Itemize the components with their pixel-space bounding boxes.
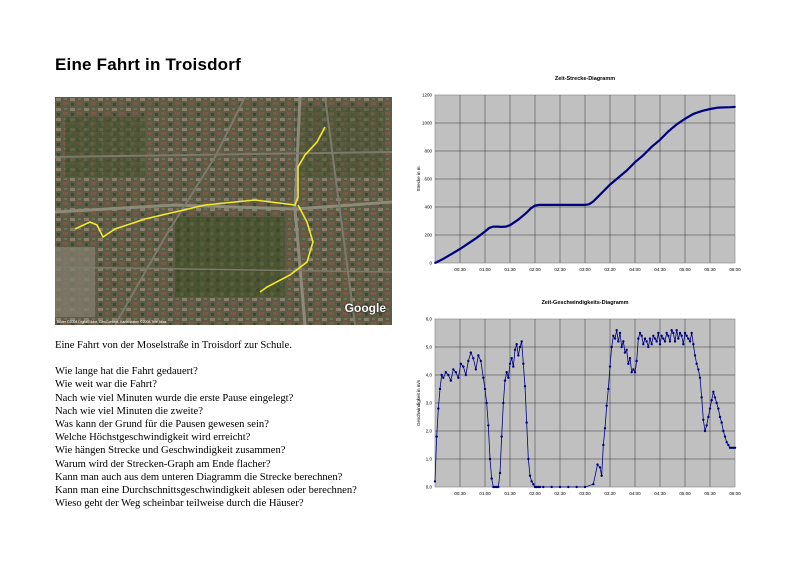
data-point: [605, 405, 607, 407]
data-point: [662, 337, 664, 339]
data-point: [514, 349, 516, 351]
data-point: [524, 385, 526, 387]
y-tick-label: 600: [424, 176, 432, 182]
y-tick-label: 1,0: [425, 456, 432, 462]
data-point: [520, 340, 522, 342]
data-point: [685, 335, 687, 337]
data-point: [575, 486, 577, 488]
data-point: [630, 371, 632, 373]
data-point: [462, 365, 464, 367]
chart-title: Zeit-Strecke-Diagramm: [554, 76, 616, 82]
x-tick-label: 05:00: [679, 267, 691, 272]
data-point: [437, 407, 439, 409]
data-point: [588, 203, 590, 205]
question-list: [55, 365, 400, 510]
speed-chart: [415, 294, 745, 504]
data-point: [640, 335, 642, 337]
data-point: [504, 379, 506, 381]
question-item: Kann man auch aus dem unteren Diagramm die Strecke berechnen?: [55, 471, 343, 483]
data-point: [517, 354, 519, 356]
data-point: [434, 262, 436, 264]
x-tick-label: 03:30: [604, 267, 616, 272]
data-point: [527, 458, 529, 460]
data-point: [676, 124, 678, 126]
x-tick-label: 04:30: [654, 491, 666, 496]
data-point: [697, 368, 699, 370]
worksheet-text: [55, 339, 400, 510]
data-point: [649, 337, 651, 339]
data-point: [509, 363, 511, 365]
data-point: [497, 486, 499, 488]
data-point: [455, 371, 457, 373]
data-point: [538, 204, 540, 206]
question-item: Nach wie viel Minuten die zweite?: [55, 405, 203, 417]
data-point: [451, 253, 453, 255]
data-point: [610, 346, 612, 348]
data-point: [472, 357, 474, 359]
data-point: [501, 226, 503, 228]
question-item: Welche Höchstgeschwindigkeit wird erreicht?: [55, 432, 251, 444]
data-point: [730, 106, 732, 108]
data-point: [500, 435, 502, 437]
chart-title: Zeit-Geschwindigkeits-Diagramm: [541, 300, 629, 306]
data-point: [710, 399, 712, 401]
data-point: [576, 204, 578, 206]
map-image: [55, 97, 392, 325]
satellite-map: [55, 97, 392, 325]
data-point: [722, 430, 724, 432]
data-point: [692, 343, 694, 345]
distance-chart-svg: [415, 70, 745, 280]
y-axis-label: Geschwindigkeit in m/s: [416, 379, 421, 427]
data-point: [619, 332, 621, 334]
data-point: [699, 377, 701, 379]
data-point: [700, 396, 702, 398]
speed-chart-svg: [415, 294, 745, 504]
data-point: [505, 371, 507, 373]
data-point: [551, 204, 553, 206]
x-tick-label: 04:00: [629, 491, 641, 496]
data-point: [720, 421, 722, 423]
data-point: [559, 204, 561, 206]
y-tick-label: 0,0: [425, 484, 432, 490]
data-point: [614, 337, 616, 339]
data-point: [522, 363, 524, 365]
data-point: [651, 146, 653, 148]
y-tick-label: 200: [424, 232, 432, 238]
data-point: [609, 365, 611, 367]
data-point: [634, 161, 636, 163]
data-point: [655, 340, 657, 342]
data-point: [505, 226, 507, 228]
data-point: [477, 354, 479, 356]
data-point: [604, 427, 606, 429]
data-point: [475, 368, 477, 370]
data-point: [434, 480, 436, 482]
distance-chart: [415, 70, 745, 280]
data-point: [629, 357, 631, 359]
data-point: [715, 402, 717, 404]
data-point: [689, 340, 691, 342]
data-point: [489, 458, 491, 460]
data-point: [719, 416, 721, 418]
data-point: [654, 337, 656, 339]
data-point: [665, 332, 667, 334]
data-point: [499, 472, 501, 474]
data-point: [725, 441, 727, 443]
page-title: Eine Fahrt in Troisdorf: [55, 55, 241, 74]
data-point: [632, 368, 634, 370]
x-tick-label: 04:30: [654, 267, 666, 272]
data-point: [626, 170, 628, 172]
data-point: [724, 435, 726, 437]
data-point: [445, 371, 447, 373]
data-point: [465, 374, 467, 376]
y-tick-label: 1200: [421, 92, 432, 98]
data-point: [684, 332, 686, 334]
data-point: [705, 424, 707, 426]
data-point: [647, 346, 649, 348]
data-point: [692, 113, 694, 115]
data-point: [542, 486, 544, 488]
y-tick-label: 1000: [421, 120, 432, 126]
data-point: [492, 226, 494, 228]
x-tick-label: 05:30: [704, 491, 716, 496]
data-point: [642, 343, 644, 345]
data-point: [567, 204, 569, 206]
data-point: [659, 139, 661, 141]
data-point: [657, 332, 659, 334]
data-point: [601, 192, 603, 194]
data-point: [459, 248, 461, 250]
data-point: [529, 475, 531, 477]
data-point: [470, 351, 472, 353]
data-point: [584, 204, 586, 206]
data-point: [701, 110, 703, 112]
x-tick-label: 01:00: [479, 267, 491, 272]
data-point: [694, 354, 696, 356]
question-item: Wie weit war die Fahrt?: [55, 379, 157, 391]
data-point: [442, 258, 444, 260]
y-tick-label: 800: [424, 148, 432, 154]
data-point: [542, 204, 544, 206]
x-tick-label: 02:30: [554, 491, 566, 496]
data-point: [644, 337, 646, 339]
data-point: [639, 332, 641, 334]
data-point: [512, 365, 514, 367]
data-point: [607, 388, 609, 390]
data-point: [627, 363, 629, 365]
x-tick-label: 05:30: [704, 267, 716, 272]
question-item: Kann man eine Durchschnittsgeschwindigkeit ablesen oder berechnen?: [55, 485, 357, 497]
data-point: [717, 407, 719, 409]
intro-text: Eine Fahrt von der Moselstraße in Troisdorf zur Schule.: [55, 340, 292, 351]
data-point: [670, 329, 672, 331]
data-point: [617, 340, 619, 342]
data-point: [652, 335, 654, 337]
data-point: [488, 227, 490, 229]
data-point: [687, 337, 689, 339]
data-point: [447, 374, 449, 376]
data-point: [675, 329, 677, 331]
data-point: [435, 435, 437, 437]
data-point: [707, 416, 709, 418]
data-point: [645, 340, 647, 342]
data-point: [727, 444, 729, 446]
data-point: [487, 424, 489, 426]
data-point: [704, 430, 706, 432]
x-tick-label: 05:00: [679, 491, 691, 496]
y-tick-label: 2,0: [425, 428, 432, 434]
data-point: [709, 108, 711, 110]
x-tick-label: 03:30: [604, 491, 616, 496]
data-point: [467, 243, 469, 245]
data-point: [659, 343, 661, 345]
data-point: [635, 360, 637, 362]
data-point: [637, 337, 639, 339]
y-tick-label: 400: [424, 204, 432, 210]
data-point: [709, 407, 711, 409]
data-point: [539, 486, 541, 488]
data-point: [677, 337, 679, 339]
data-point: [684, 118, 686, 120]
data-point: [717, 107, 719, 109]
x-tick-label: 00:30: [454, 267, 466, 272]
data-point: [679, 332, 681, 334]
data-point: [439, 388, 441, 390]
data-point: [476, 237, 478, 239]
data-point: [497, 226, 499, 228]
x-tick-label: 04:00: [629, 267, 641, 272]
question-item: Wie lange hat die Fahrt gedauert?: [55, 366, 198, 378]
x-tick-label: 02:00: [529, 491, 541, 496]
y-tick-label: 5,0: [425, 344, 432, 350]
data-point: [519, 346, 521, 348]
question-item: Wieso geht der Weg scheinbar teilweise durch die Häuser?: [55, 498, 304, 510]
x-tick-label: 03:00: [579, 491, 591, 496]
data-point: [667, 335, 669, 337]
data-point: [667, 131, 669, 133]
data-point: [592, 201, 594, 203]
x-tick-label: 01:30: [504, 267, 516, 272]
data-point: [680, 335, 682, 337]
question-item: Wie hängen Strecke und Geschwindigkeit zusammen?: [55, 445, 286, 457]
data-point: [485, 402, 487, 404]
data-point: [726, 106, 728, 108]
data-point: [442, 377, 444, 379]
data-point: [734, 106, 736, 108]
data-point: [490, 477, 492, 479]
data-point: [517, 219, 519, 221]
x-tick-label: 00:30: [454, 491, 466, 496]
y-tick-label: 4,0: [425, 372, 432, 378]
data-point: [660, 335, 662, 337]
data-point: [530, 208, 532, 210]
data-point: [734, 447, 736, 449]
data-point: [559, 486, 561, 488]
y-tick-label: 0: [429, 260, 432, 266]
data-point: [452, 368, 454, 370]
data-point: [650, 343, 652, 345]
data-point: [624, 351, 626, 353]
data-point: [530, 480, 532, 482]
data-point: [712, 391, 714, 393]
data-point: [532, 483, 534, 485]
data-point: [484, 388, 486, 390]
data-point: [599, 466, 601, 468]
data-point: [612, 335, 614, 337]
data-point: [567, 486, 569, 488]
x-tick-label: 02:00: [529, 267, 541, 272]
x-tick-label: 03:00: [579, 267, 591, 272]
x-tick-label: 02:30: [554, 267, 566, 272]
x-tick-label: 06:00: [729, 491, 741, 496]
data-point: [534, 205, 536, 207]
data-point: [622, 340, 624, 342]
data-point: [592, 483, 594, 485]
data-point: [550, 486, 552, 488]
data-point: [615, 329, 617, 331]
data-point: [507, 377, 509, 379]
data-point: [625, 349, 627, 351]
data-point: [634, 371, 636, 373]
data-point: [509, 224, 511, 226]
google-logo: Google: [344, 301, 386, 315]
x-tick-label: 06:00: [729, 267, 741, 272]
data-point: [526, 212, 528, 214]
data-point: [714, 396, 716, 398]
data-point: [642, 154, 644, 156]
data-point: [597, 196, 599, 198]
data-point: [602, 444, 604, 446]
data-point: [702, 419, 704, 421]
data-point: [502, 402, 504, 404]
y-axis-label: Strecke in m: [416, 166, 421, 192]
data-point: [457, 377, 459, 379]
data-point: [515, 343, 517, 345]
question-item: Warum wird der Strecken-Graph am Ende flacher?: [55, 458, 271, 470]
data-point: [669, 340, 671, 342]
x-tick-label: 01:00: [479, 491, 491, 496]
data-point: [482, 377, 484, 379]
data-point: [620, 346, 622, 348]
data-point: [664, 340, 666, 342]
data-point: [440, 374, 442, 376]
data-point: [596, 463, 598, 465]
x-tick-label: 01:30: [504, 491, 516, 496]
data-point: [480, 360, 482, 362]
data-point: [609, 184, 611, 186]
map-credits: Bilder ©2008 DigitalGlobe, GeoContent, Kartendaten ©2008 Tele Atlas: [57, 320, 167, 324]
data-point: [484, 231, 486, 233]
data-point: [510, 357, 512, 359]
data-point: [584, 486, 586, 488]
data-point: [450, 379, 452, 381]
data-point: [525, 421, 527, 423]
data-point: [467, 360, 469, 362]
y-tick-label: 6,0: [425, 316, 432, 322]
data-point: [674, 340, 676, 342]
question-item: Was kann der Grund für die Pausen gewesen sein?: [55, 419, 269, 431]
data-point: [600, 475, 602, 477]
question-item: Nach wie viel Minuten wurde die erste Pause eingelegt?: [55, 392, 294, 404]
data-point: [672, 332, 674, 334]
y-tick-label: 3,0: [425, 400, 432, 406]
data-point: [682, 343, 684, 345]
data-point: [690, 332, 692, 334]
data-point: [617, 177, 619, 179]
data-point: [460, 363, 462, 365]
data-point: [695, 363, 697, 365]
